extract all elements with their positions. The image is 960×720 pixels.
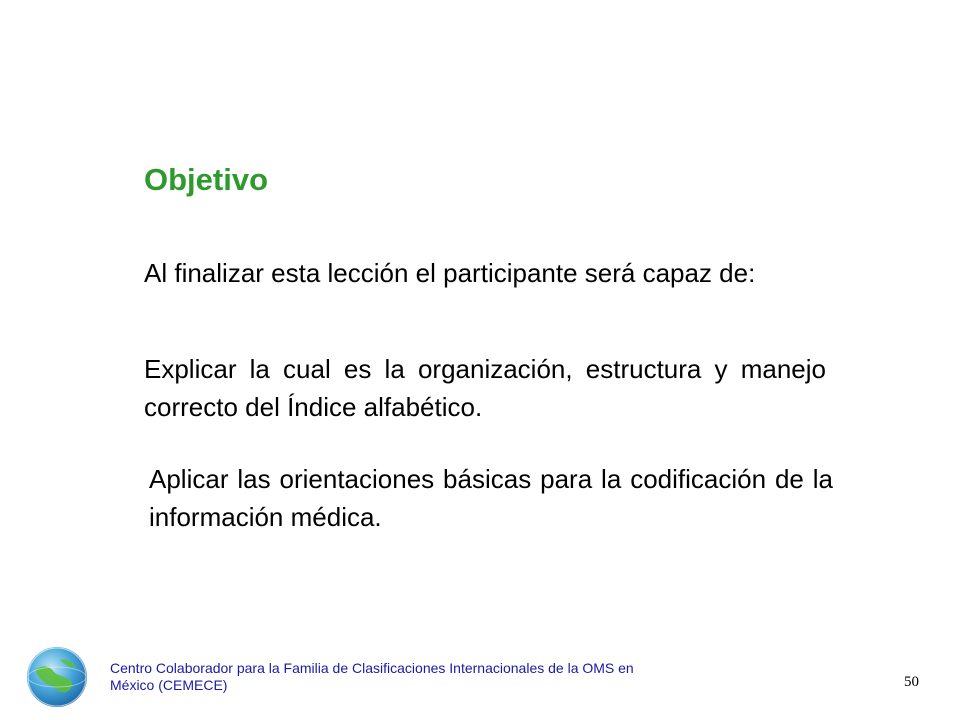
slide-title: Objetivo	[144, 162, 269, 197]
objective-paragraph-1: Explicar la cual es la organización, estructura y manejo correcto del Índice alfabético.	[144, 354, 826, 422]
cemece-globe-logo-icon	[26, 646, 88, 708]
page-number: 50	[904, 674, 919, 690]
objective-paragraph-2: Aplicar las orientaciones básicas para la codificación de la información médica.	[149, 464, 833, 532]
footer-organization-text: Centro Colaborador para la Familia de Clasificaciones Internacionales de la OMS en México (CEMECE)	[110, 660, 634, 693]
intro-paragraph: Al finalizar esta lección el participante será capaz de:	[144, 258, 756, 288]
slide-footer	[0, 640, 960, 720]
